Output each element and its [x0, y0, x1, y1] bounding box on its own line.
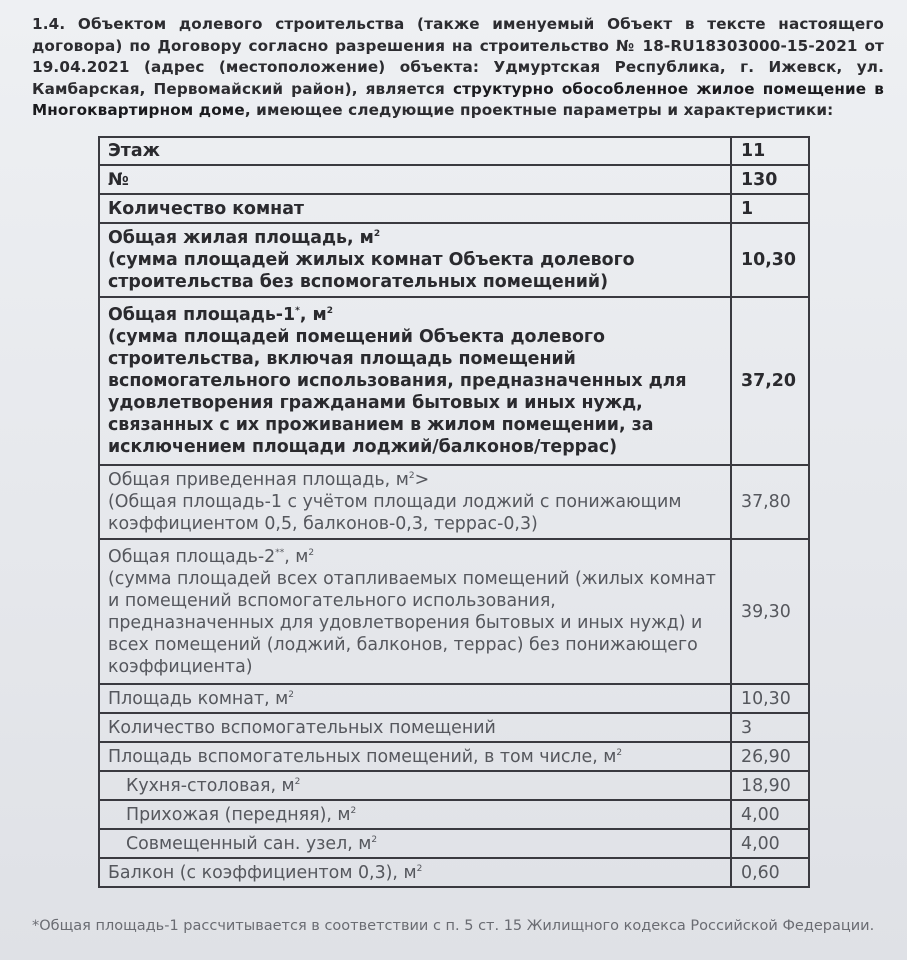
clause-text-end: , имеющее следующие проектные параметры и характеристики:	[244, 101, 834, 119]
row-title: Балкон (с коэффициентом 0,3), м	[108, 862, 417, 883]
unit-superscript: 2	[308, 547, 315, 558]
row-label	[99, 800, 731, 829]
table-row	[99, 539, 809, 684]
table-row	[99, 194, 809, 223]
row-title: Прихожая (передняя), м	[126, 804, 351, 825]
row-label: №	[99, 165, 731, 194]
row-value: 4,00	[731, 829, 809, 858]
table-row	[99, 771, 809, 800]
row-label: Этаж	[99, 137, 731, 165]
unit-superscript: 2	[294, 776, 301, 787]
clause-1-4	[32, 14, 884, 122]
row-label: Количество комнат	[99, 194, 731, 223]
unit-superscript: 2	[288, 689, 295, 700]
unit-superscript: 2	[373, 229, 381, 240]
unit-superscript: 2	[408, 471, 415, 482]
row-description: (сумма площадей всех отапливаемых помещений (жилых комнат и помещений вспомогательного использования, предназначенных для удовлетворения бытовых и иных нужд) и всех помещений (лоджий, балконов, террас) без понижающего коэффициента)	[108, 568, 716, 677]
footnote-mark: **	[275, 547, 285, 558]
unit-superscript: 2	[350, 805, 357, 816]
row-value: 3	[731, 713, 809, 742]
row-value: 4,00	[731, 800, 809, 829]
row-title-mark: >	[414, 470, 430, 490]
table-row	[99, 829, 809, 858]
row-label	[99, 742, 731, 771]
row-label	[99, 223, 731, 297]
clause-number: 1.4.	[32, 15, 66, 33]
table-row	[99, 223, 809, 297]
row-title: Общая приведенная площадь, м	[108, 470, 409, 490]
table-row	[99, 137, 809, 165]
row-label	[99, 858, 731, 887]
table-row	[99, 858, 809, 887]
row-title: Общая площадь-2	[108, 546, 276, 567]
unit-superscript: 2	[616, 747, 623, 758]
row-value: 18,90	[731, 771, 809, 800]
row-value: 39,30	[731, 539, 809, 684]
row-label	[99, 771, 731, 800]
clause-strong-text: структурно обособленное жилое помещение в Многоквартирном доме	[32, 79, 884, 119]
row-title: Кухня-столовая, м	[126, 775, 295, 796]
row-value: 37,80	[731, 465, 809, 539]
row-title: Площадь комнат, м	[108, 688, 289, 709]
unit-superscript: 2	[416, 863, 423, 874]
row-label	[99, 539, 731, 684]
row-title: Общая площадь-1	[108, 305, 296, 325]
row-value: 26,90	[731, 742, 809, 771]
table-row	[99, 465, 809, 539]
row-title: Общая жилая площадь, м	[108, 228, 374, 248]
row-value: 130	[731, 165, 809, 194]
row-label	[99, 465, 731, 539]
row-value: 0,60	[731, 858, 809, 887]
row-title-unit: , м	[284, 546, 309, 567]
row-title: Площадь вспомогательных помещений, в том числе, м	[108, 746, 617, 767]
row-value: 10,30	[731, 223, 809, 297]
unit-superscript: 2	[326, 306, 334, 317]
row-title-unit: , м	[299, 305, 327, 325]
row-label	[99, 684, 731, 713]
row-value: 37,20	[731, 297, 809, 465]
table-row	[99, 713, 809, 742]
table-row	[99, 297, 809, 465]
table-row	[99, 742, 809, 771]
parameters-table	[98, 136, 810, 888]
table-row	[99, 800, 809, 829]
row-value: 11	[731, 137, 809, 165]
footnote: *Общая площадь-1 рассчитывается в соответствии с п. 5 ст. 15 Жилищного кодекса Российской Федерации.	[32, 918, 875, 934]
row-label: Количество вспомогательных помещений	[99, 713, 731, 742]
table-row	[99, 684, 809, 713]
row-label	[99, 297, 731, 465]
row-value: 1	[731, 194, 809, 223]
row-title: Совмещенный сан. узел, м	[126, 833, 372, 854]
clause-text: Объектом долевого строительства (также именуемый Объект в тексте настоящего договора) по Договору согласно разрешения на строительство № 18-RU18303000-15-2021 от 19.04.2021 (адрес (местоположение) объекта: Удмуртская Республика, г. Ижевск, ул. Камбарская, Первомайский район), является	[32, 15, 884, 98]
unit-superscript: 2	[371, 834, 378, 845]
row-label	[99, 829, 731, 858]
footnote-mark: *	[295, 306, 300, 317]
row-value: 10,30	[731, 684, 809, 713]
row-description: (Общая площадь-1 с учётом площади лоджий с понижающим коэффициентом 0,5, балконов-0,3, террас-0,3)	[108, 492, 682, 534]
row-description: (сумма площадей жилых комнат Объекта долевого строительства без вспомогательных помещений)	[108, 250, 635, 292]
row-description: (сумма площадей помещений Объекта долевого строительства, включая площадь помещений вспомогательного использования, предназначенных для удовлетворения гражданами бытовых и иных нужд, связанных с их проживанием в жилом помещении, за исключением площади лоджий/балконов/террас)	[108, 327, 687, 457]
table-row	[99, 165, 809, 194]
